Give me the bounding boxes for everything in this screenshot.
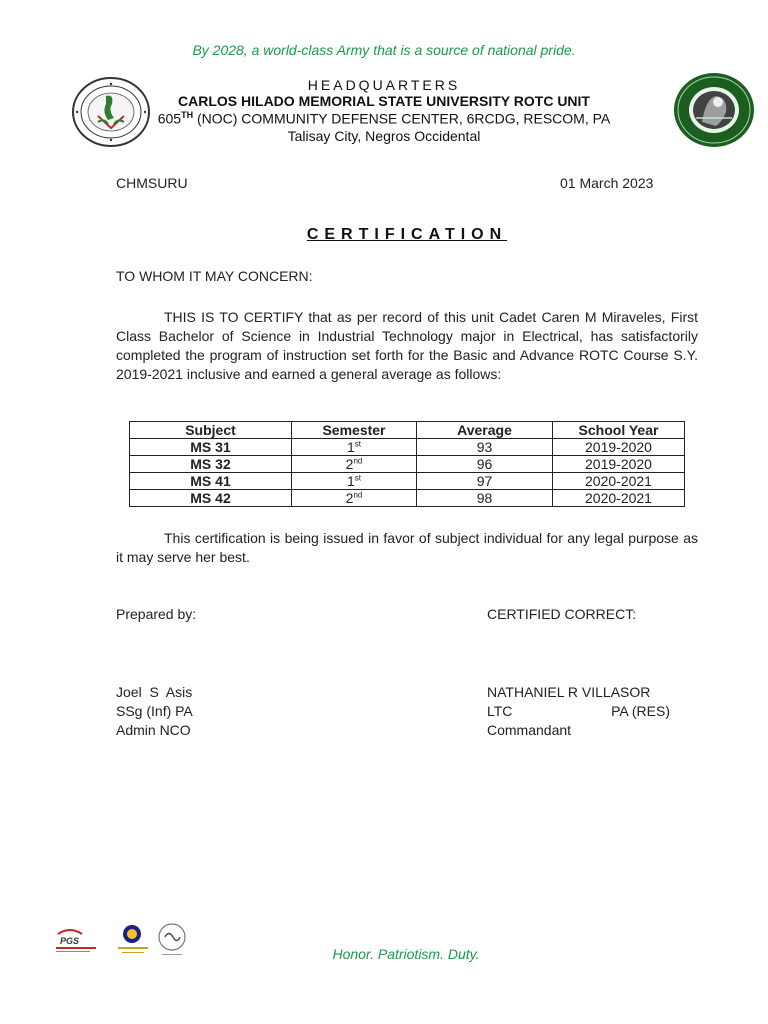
cell-subject: MS 32 (130, 456, 292, 473)
certifier-position: Commandant (487, 722, 572, 738)
cell-semester: 1st (292, 473, 417, 490)
table-header-row (130, 422, 685, 439)
defense-center-line (0, 110, 768, 127)
salutation: TO WHOM IT MAY CONCERN: (116, 268, 313, 284)
center-number-suffix: TH (181, 110, 194, 120)
center-number: 605 (157, 110, 182, 127)
center-rest: (NOC) COMMUNITY DEFENSE CENTER, 6RCDG, RESCOM, PA (193, 110, 611, 127)
preparer-rank: SSg (Inf) PA (116, 703, 193, 719)
city-line: Talisay City, Negros Occidental (287, 128, 481, 144)
cell-school-year: 2020-2021 (553, 473, 685, 490)
preparer-position: Admin NCO (116, 722, 191, 738)
certification-paragraph: THIS IS TO CERTIFY that as per record of this unit Cadet Caren M Miraveles, First Class Bachelor of Science in Industrial Technology major in Electrical, has satisfactorily completed the program of instruction set forth for the Basic and Advance ROTC Course S.Y. 2019-2021 inclusive and earned a general average as follows: (116, 309, 698, 382)
grades-table (129, 421, 685, 507)
cell-school-year: 2019-2020 (553, 439, 685, 456)
cell-semester: 2nd (292, 456, 417, 473)
header-school-year: School Year (553, 422, 685, 439)
cell-average: 97 (417, 473, 553, 490)
office-code: CHMSURU (116, 175, 188, 191)
cell-average: 93 (417, 439, 553, 456)
footer-motto: Honor. Patriotism. Duty. (332, 946, 480, 962)
header-semester: Semester (292, 422, 417, 439)
table-row (130, 473, 685, 490)
preparer-name: Joel S Asis (116, 684, 193, 700)
certifier-rank: LTC (487, 703, 513, 719)
cell-semester: 1st (292, 439, 417, 456)
cell-subject: MS 42 (130, 490, 292, 507)
cell-average: 98 (417, 490, 553, 507)
vision-statement: By 2028, a world-class Army that is a source of national pride. (192, 42, 576, 58)
closing-paragraph: This certification is being issued in favor of subject individual for any legal purpose as it may serve her best. (116, 530, 698, 565)
table-row (130, 439, 685, 456)
cell-subject: MS 41 (130, 473, 292, 490)
certifier-branch: PA (RES) (611, 703, 670, 719)
preparer-signature-block (116, 683, 193, 740)
cell-school-year: 2019-2020 (553, 456, 685, 473)
cell-semester: 2nd (292, 490, 417, 507)
cell-school-year: 2020-2021 (553, 490, 685, 507)
table-row (130, 490, 685, 507)
table-row (130, 456, 685, 473)
header-subject: Subject (130, 422, 292, 439)
document-date: 01 March 2023 (560, 175, 654, 191)
headquarters-heading: HEADQUARTERS (307, 77, 461, 93)
pgs-logo-text: PGS (60, 936, 80, 946)
certified-correct-label: CERTIFIED CORRECT: (487, 606, 637, 622)
certifier-name: NATHANIEL R VILLASOR (487, 684, 651, 700)
cell-average: 96 (417, 456, 553, 473)
cell-subject: MS 31 (130, 439, 292, 456)
header-average: Average (417, 422, 553, 439)
prepared-by-label: Prepared by: (116, 606, 197, 622)
unit-name: CARLOS HILADO MEMORIAL STATE UNIVERSITY ROTC UNIT (178, 93, 590, 109)
certifier-rank-line (487, 702, 670, 721)
document-title: CERTIFICATION (306, 226, 508, 243)
certifier-signature-block (487, 683, 670, 740)
